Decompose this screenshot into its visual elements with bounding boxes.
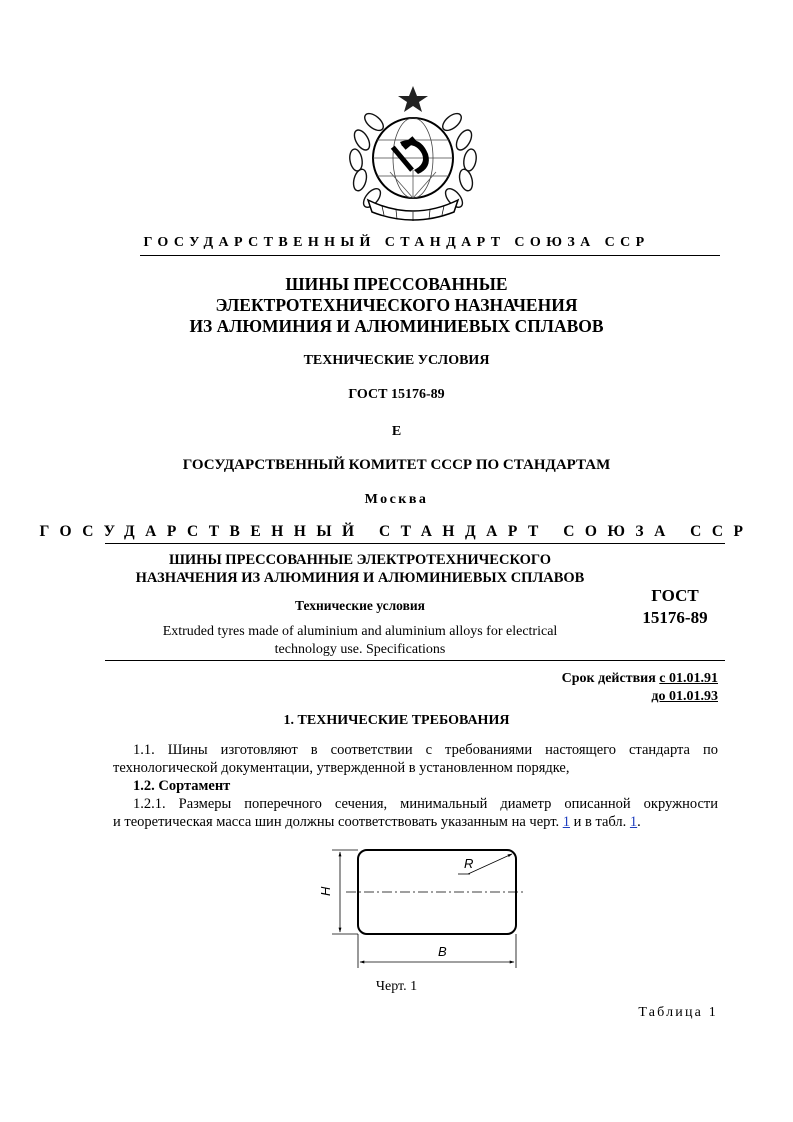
radius-leader xyxy=(468,854,512,874)
paragraph-line: 1.1. Шины изготовляют в соответствии с требованиями настоящего стандарта по xyxy=(133,742,718,758)
width-label: B xyxy=(438,944,447,959)
cover-committee: ГОСУДАРСТВЕННЫЙ КОМИТЕТ СССР ПО СТАНДАРТАМ xyxy=(182,457,611,473)
standard-title xyxy=(105,551,615,587)
validity-block xyxy=(440,670,718,706)
cover-city: Москва xyxy=(364,492,429,507)
cover-subtitle: ТЕХНИЧЕСКИЕ УСЛОВИЯ xyxy=(303,353,490,368)
cover-header: ГОСУДАРСТВЕННЫЙ СТАНДАРТ СОЮЗА ССР xyxy=(143,235,650,250)
table-caption: Таблица 1 xyxy=(638,1005,718,1020)
english-title-line: Extruded tyres made of aluminium and aluminium alloys for electrical xyxy=(162,624,558,639)
gost-label: ГОСТ xyxy=(651,586,699,605)
cover-title-line: ШИНЫ ПРЕССОВАННЫЕ xyxy=(285,274,508,294)
section-heading: 1. ТЕХНИЧЕСКИЕ ТРЕБОВАНИЯ xyxy=(283,713,510,728)
cover-title-line: ИЗ АЛЮМИНИЯ И АЛЮМИНИЕВЫХ СПЛАВОВ xyxy=(189,316,604,336)
standard-header-rule xyxy=(105,543,725,544)
drawing-1-link[interactable]: 1 xyxy=(562,814,570,830)
paragraph-line: технологической документации, утвержденной в установленном порядке, xyxy=(113,760,570,776)
paragraph-line: 1.2.1. Размеры поперечного сечения, минимальный диаметр описанной окружности xyxy=(133,796,718,812)
gost-box xyxy=(625,585,725,629)
table-1-link[interactable]: 1 xyxy=(629,814,638,830)
paragraph-text: и в табл. xyxy=(573,814,627,830)
cover-gost-number: ГОСТ 15176-89 xyxy=(348,387,445,402)
standard-subtitle: Технические условия xyxy=(295,598,425,613)
standard-bottom-rule xyxy=(105,660,725,661)
gost-number: 15176-89 xyxy=(642,608,708,627)
validity-label: Срок действия xyxy=(561,671,656,686)
cover-header-rule xyxy=(140,255,720,256)
cover-title-line: ЭЛЕКТРОТЕХНИЧЕСКОГО НАЗНАЧЕНИЯ xyxy=(215,295,578,315)
paragraph-1-1 xyxy=(113,741,718,831)
paragraph-text: . xyxy=(637,814,641,830)
paragraph-line xyxy=(113,813,718,831)
cover-letter: Е xyxy=(391,424,402,439)
standard-title-line: ШИНЫ ПРЕССОВАННЫЕ ЭЛЕКТРОТЕХНИЧЕСКОГО xyxy=(168,552,552,568)
english-title-line: technology use. Specifications xyxy=(274,642,446,657)
valid-from: с 01.01.91 xyxy=(659,671,718,686)
standard-title-line: НАЗНАЧЕНИЯ ИЗ АЛЮМИНИЯ И АЛЮМИНИЕВЫХ СПЛАВОВ xyxy=(135,570,585,586)
standard-header: ГОСУДАРСТВЕННЫЙ СТАНДАРТ СОЮЗА ССР xyxy=(39,523,754,540)
ussr-emblem xyxy=(340,82,486,224)
valid-to: до 01.01.93 xyxy=(651,689,718,704)
cover-title xyxy=(0,274,793,337)
standard-english-title xyxy=(105,623,615,659)
radius-label: R xyxy=(464,856,474,871)
drawing-caption: Черт. 1 xyxy=(375,979,418,994)
cross-section-drawing xyxy=(318,838,528,970)
height-label: H xyxy=(318,886,333,896)
sortament-heading: 1.2. Сортамент xyxy=(133,778,231,794)
paragraph-text: и теоретическая масса шин должны соответствовать указанным на черт. xyxy=(113,814,560,830)
